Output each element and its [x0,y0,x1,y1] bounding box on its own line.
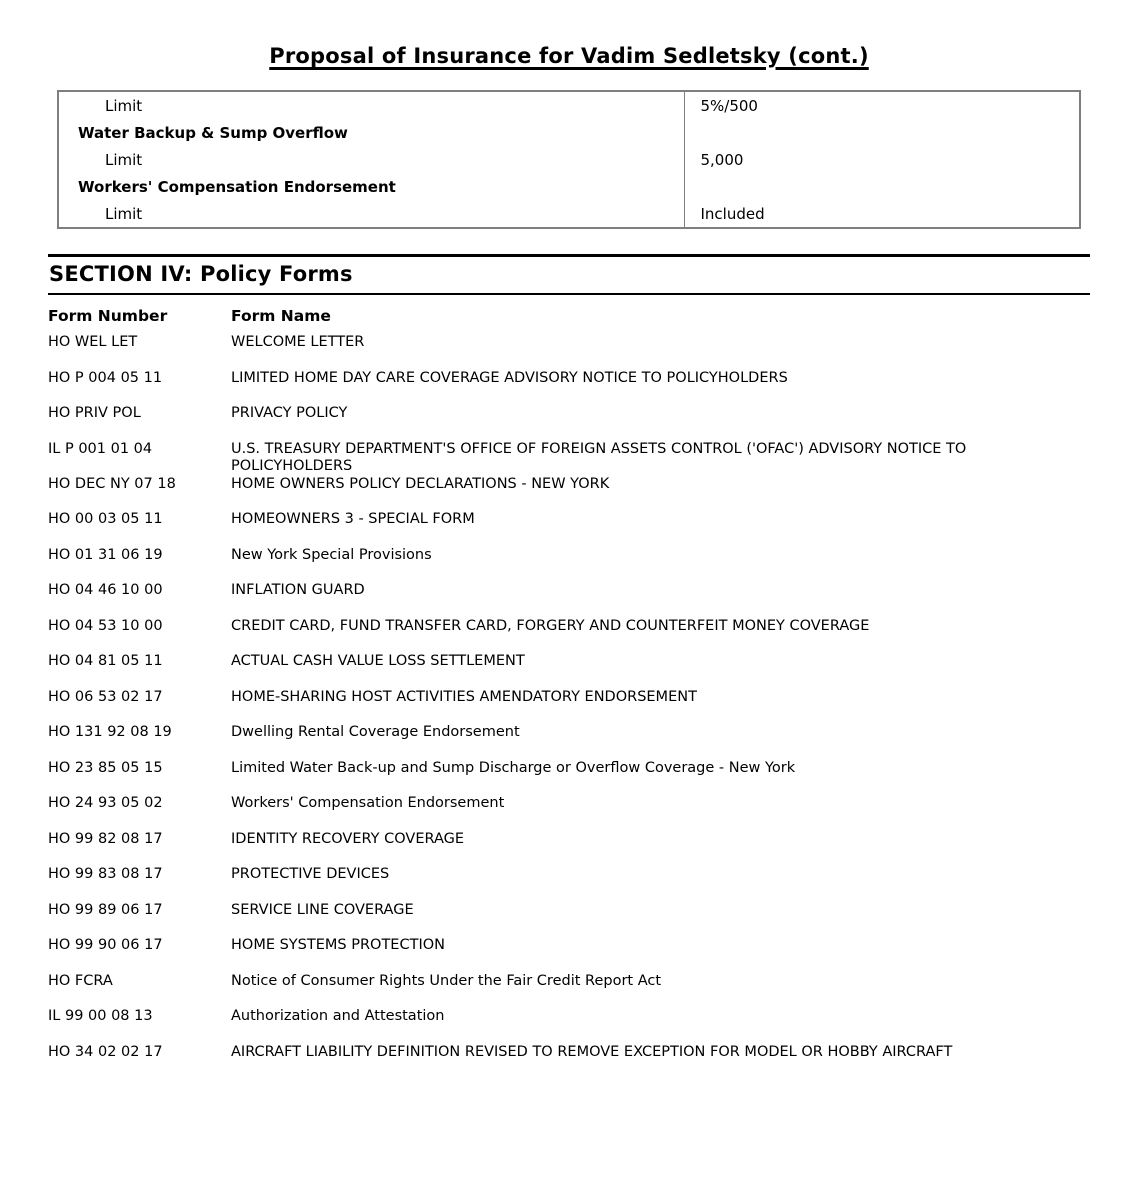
section-title: SECTION IV: Policy Forms [49,262,353,286]
coverage-table-row [58,200,1080,228]
document-title: Proposal of Insurance for Vadim Sedletsky (cont.) [269,44,869,68]
coverage-label-cell [58,119,684,146]
coverage-value: Included [700,204,765,223]
form-name: Workers' Compensation Endorsement [231,795,505,811]
form-name: LIMITED HOME DAY CARE COVERAGE ADVISORY NOTICE TO POLICYHOLDERS [231,369,788,386]
form-number: HO 04 81 05 11 [48,653,163,669]
form-row [48,547,1090,565]
form-row [48,831,1090,849]
form-name: New York Special Provisions [231,546,432,563]
section-header [48,254,1090,295]
coverage-table-row [58,146,1080,173]
form-number: HO 99 90 06 17 [48,937,163,953]
form-name-column-header: Form Name [231,307,331,325]
form-name: Limited Water Back-up and Sump Discharge or Overflow Coverage - New York [231,759,796,776]
form-row [48,653,1090,671]
coverage-table-row [58,91,1080,119]
form-row [48,370,1090,388]
form-row [48,511,1090,529]
form-number: HO 01 31 06 19 [48,546,163,563]
form-number-column-header: Form Number [48,307,168,325]
coverage-label: Limit [105,150,143,169]
form-number: HO 99 82 08 17 [48,830,163,847]
coverage-value-cell [684,91,1080,119]
form-row [48,724,1090,742]
coverage-table [57,90,1081,229]
forms-column-headers [48,307,1090,325]
form-row [48,689,1090,707]
form-name: AIRCRAFT LIABILITY DEFINITION REVISED TO REMOVE EXCEPTION FOR MODEL OR HOBBY AIRCRAFT [231,1043,953,1060]
form-number: HO 04 46 10 00 [48,582,163,598]
coverage-value-cell [684,119,1080,146]
form-name: WELCOME LETTER [231,334,365,350]
form-number: IL 99 00 08 13 [48,1008,153,1024]
form-row [48,582,1090,600]
coverage-label: Limit [105,204,143,223]
form-name: ACTUAL CASH VALUE LOSS SETTLEMENT [231,653,525,669]
coverage-table-body [58,91,1080,228]
form-number: HO 99 89 06 17 [48,901,163,918]
form-number: HO WEL LET [48,334,138,350]
form-number: HO FCRA [48,972,113,989]
form-name: SERVICE LINE COVERAGE [231,901,414,918]
form-number: HO 34 02 02 17 [48,1043,163,1060]
form-row [48,937,1090,955]
coverage-value: 5,000 [700,150,744,169]
form-name: HOME OWNERS POLICY DECLARATIONS - NEW YORK [231,475,610,492]
coverage-value-cell [684,173,1080,200]
form-number: HO P 004 05 11 [48,369,163,386]
form-row [48,795,1090,813]
form-name: Authorization and Attestation [231,1008,445,1024]
form-name: Notice of Consumer Rights Under the Fair Credit Report Act [231,972,662,989]
form-number: HO 06 53 02 17 [48,688,163,705]
coverage-label-cell [58,200,684,228]
form-number: HO 131 92 08 19 [48,724,172,740]
form-name: Dwelling Rental Coverage Endorsement [231,724,520,740]
form-row [48,441,1090,476]
form-name: HOME-SHARING HOST ACTIVITIES AMENDATORY ENDORSEMENT [231,688,697,705]
form-row [48,618,1090,636]
form-number: HO PRIV POL [48,405,141,421]
form-row [48,866,1090,884]
form-number: IL P 001 01 04 [48,440,153,457]
form-name: PRIVACY POLICY [231,405,348,421]
form-number: HO 00 03 05 11 [48,511,163,527]
form-row [48,405,1090,423]
form-row [48,760,1090,778]
form-name: INFLATION GUARD [231,582,365,598]
coverage-label: Water Backup & Sump Overflow [78,123,348,142]
form-number: HO 04 53 10 00 [48,617,163,634]
forms-list [48,334,1090,1061]
coverage-value-cell [684,146,1080,173]
form-number: HO 24 93 05 02 [48,795,163,811]
form-row [48,334,1090,352]
form-name: HOME SYSTEMS PROTECTION [231,937,445,953]
form-row [48,973,1090,991]
form-number: HO DEC NY 07 18 [48,475,176,492]
coverage-table-row [58,119,1080,146]
coverage-value: 5%/500 [700,96,758,115]
form-number: HO 99 83 08 17 [48,866,163,882]
coverage-label-cell [58,173,684,200]
form-name: CREDIT CARD, FUND TRANSFER CARD, FORGERY AND COUNTERFEIT MONEY COVERAGE [231,617,870,634]
form-row [48,1044,1090,1062]
coverage-value-cell [684,200,1080,228]
coverage-label: Limit [105,96,143,115]
coverage-label: Workers' Compensation Endorsement [78,177,396,196]
form-number: HO 23 85 05 15 [48,759,163,776]
form-row [48,476,1090,494]
form-name: HOMEOWNERS 3 - SPECIAL FORM [231,511,475,527]
coverage-label-cell [58,146,684,173]
document-page [0,44,1138,1061]
form-name: U.S. TREASURY DEPARTMENT'S OFFICE OF FOREIGN ASSETS CONTROL ('OFAC') ADVISORY NOTICE TO POLICYHOLDERS [231,440,967,474]
form-row [48,902,1090,920]
coverage-label-cell [58,91,684,119]
form-name: PROTECTIVE DEVICES [231,866,390,882]
form-row [48,1008,1090,1026]
form-name: IDENTITY RECOVERY COVERAGE [231,830,465,847]
coverage-table-row [58,173,1080,200]
